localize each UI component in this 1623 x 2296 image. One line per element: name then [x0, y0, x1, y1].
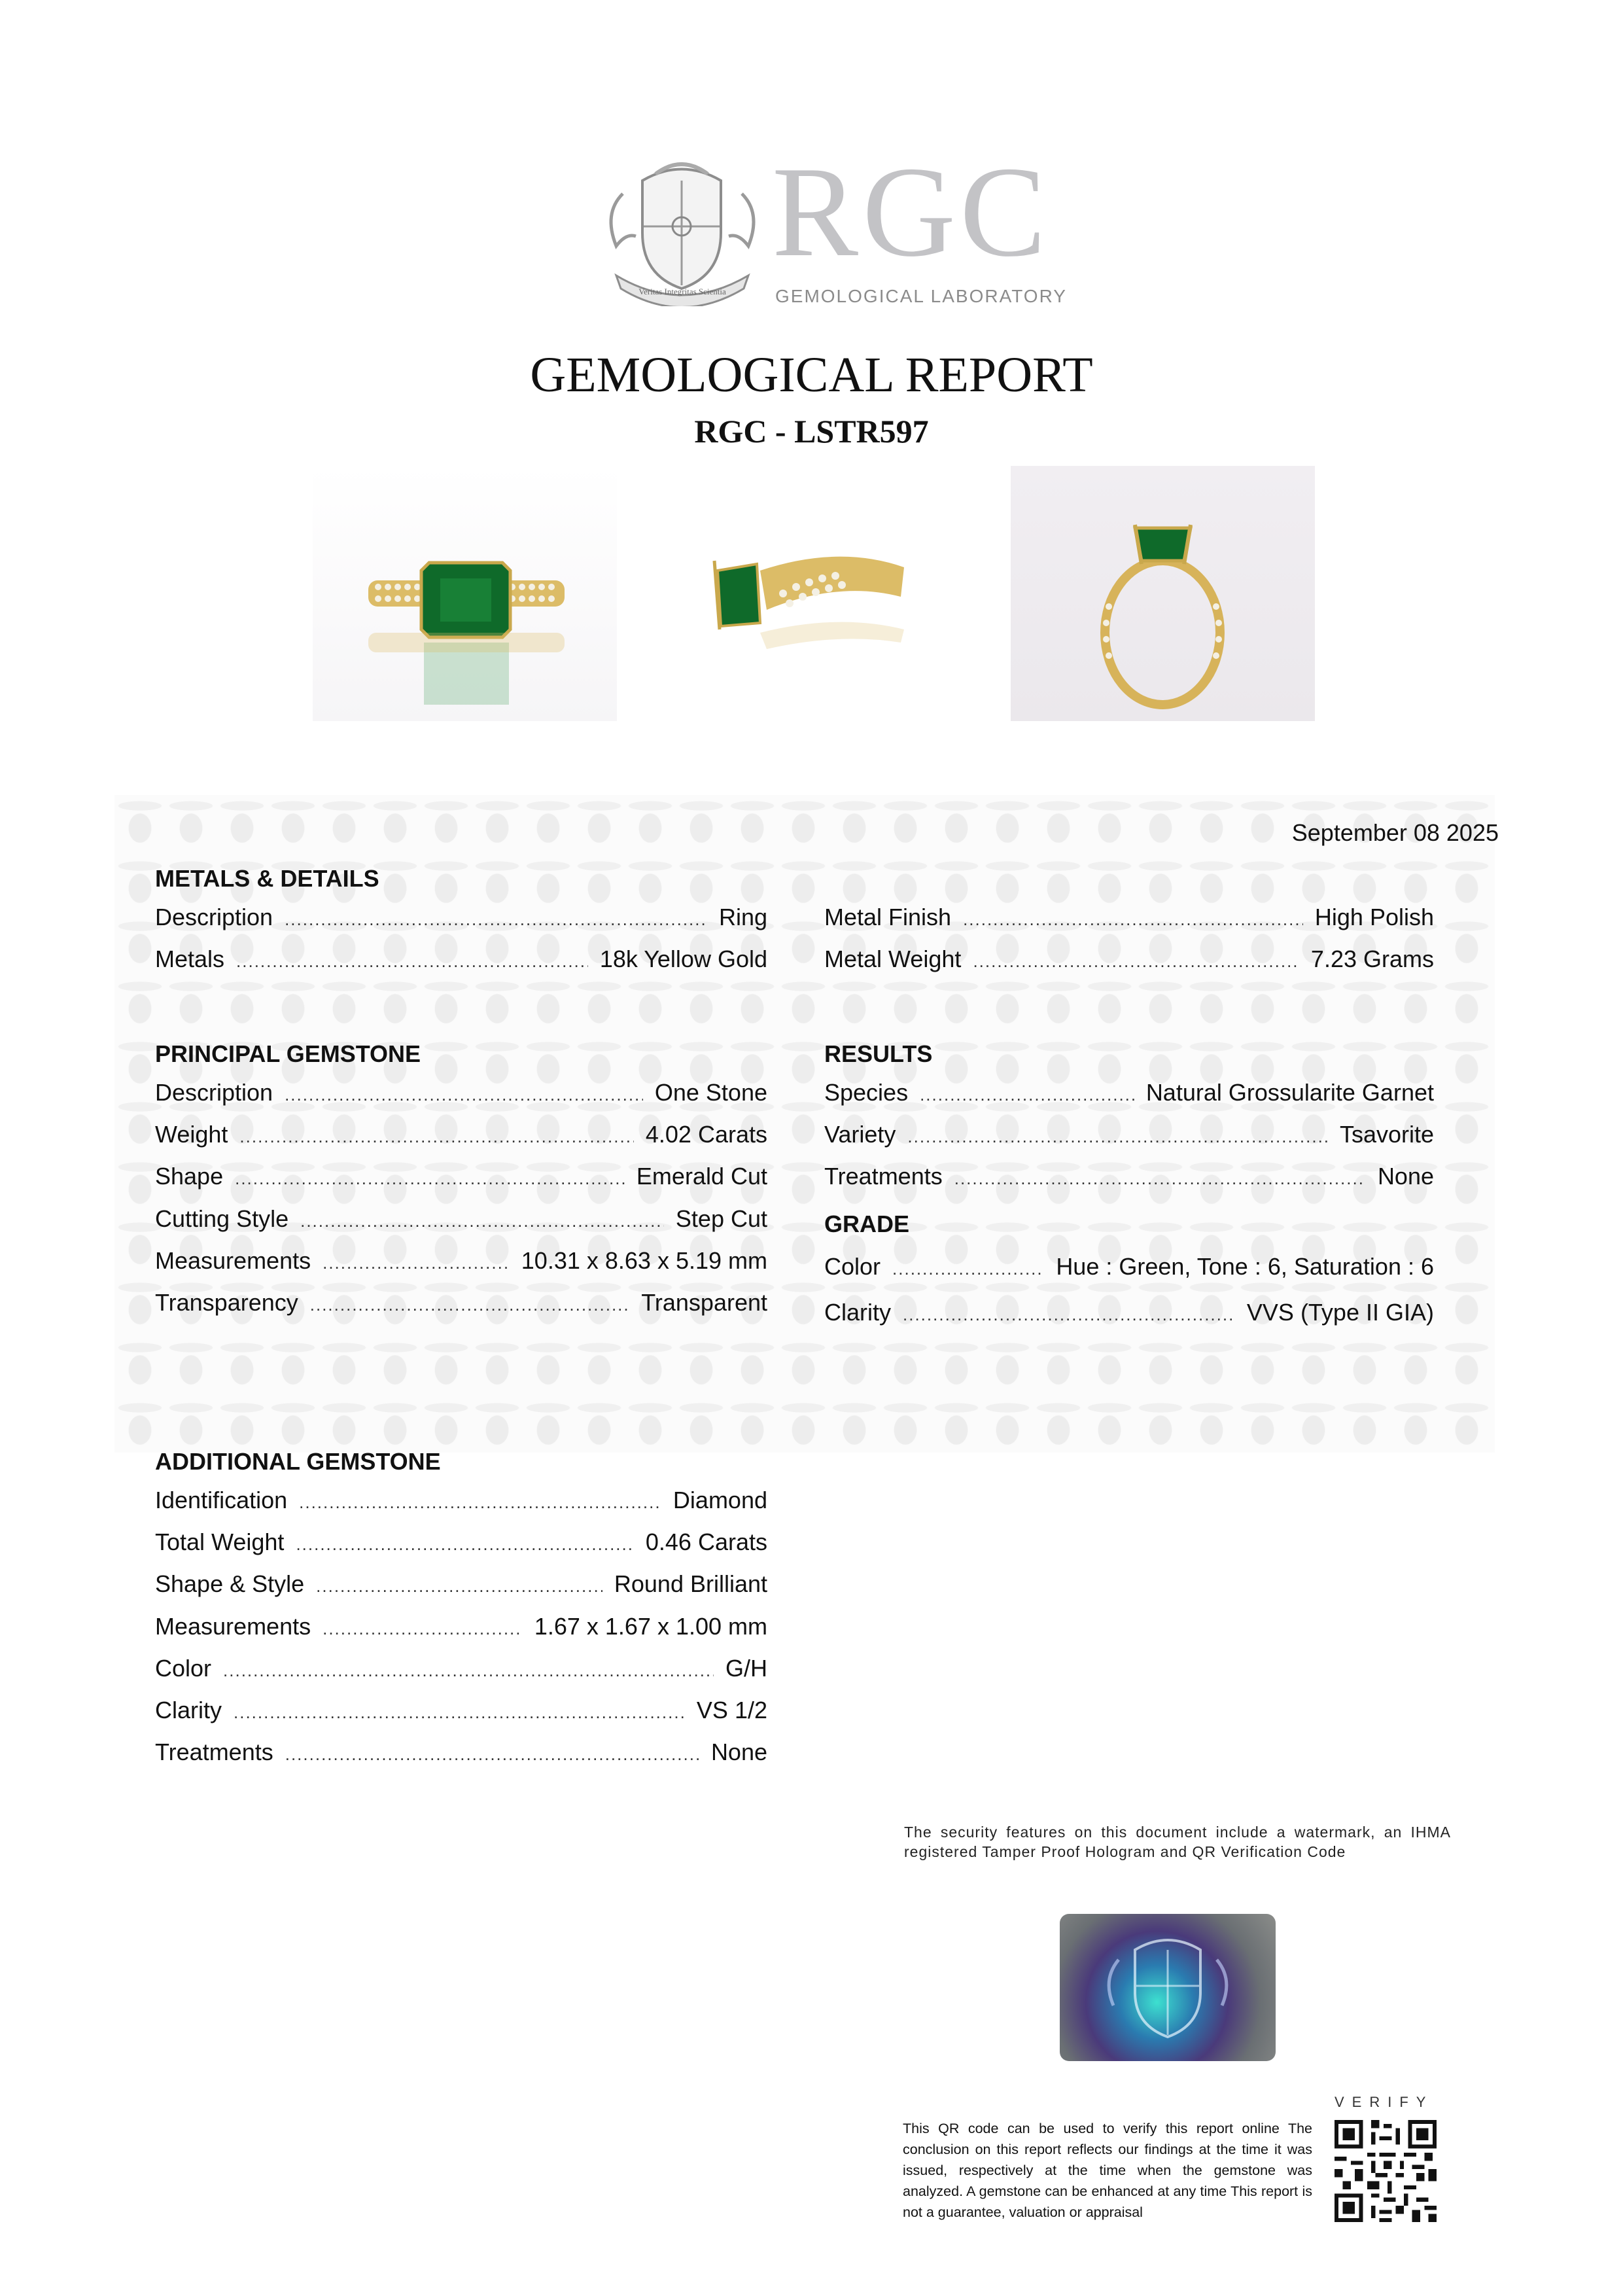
row-label: Total Weight — [155, 1528, 285, 1555]
leader-dots — [223, 1661, 714, 1681]
leader-dots — [296, 1534, 633, 1555]
detail-row — [155, 1655, 767, 1687]
leader-dots — [323, 1619, 523, 1639]
leader-dots — [920, 1085, 1134, 1105]
detail-row — [155, 945, 767, 978]
row-label: Measurements — [155, 1613, 311, 1640]
row-value: Step Cut — [675, 1205, 767, 1232]
leader-dots — [285, 1744, 699, 1765]
qr-code-icon[interactable] — [1335, 2120, 1437, 2222]
row-label: Identification — [155, 1487, 288, 1513]
row-label: Description — [155, 1079, 273, 1106]
row-label: Variety — [824, 1121, 896, 1148]
row-value: 7.23 Grams — [1310, 945, 1434, 972]
leader-dots — [323, 1253, 510, 1273]
detail-row — [155, 1613, 767, 1646]
crest-logo-icon — [597, 154, 768, 306]
leader-dots — [310, 1295, 629, 1315]
row-value: None — [710, 1739, 767, 1765]
leader-dots — [285, 910, 707, 930]
row-label: Measurements — [155, 1247, 311, 1274]
row-label: Description — [155, 904, 273, 930]
row-value: VS 1/2 — [696, 1697, 767, 1723]
crest-motto: Veritas Integritas Scientia — [638, 287, 726, 296]
brand-wordmark: RGC — [772, 140, 1051, 283]
report-date: September 08 2025 — [1291, 819, 1499, 846]
leader-dots — [954, 1169, 1366, 1189]
leader-dots — [892, 1259, 1044, 1279]
row-value: Transparent — [641, 1289, 767, 1316]
row-label: Clarity — [155, 1697, 222, 1723]
row-value: Natural Grossularite Garnet — [1145, 1079, 1434, 1106]
detail-row — [824, 904, 1434, 936]
row-value: Ring — [718, 904, 767, 930]
section-heading-grade: GRADE — [824, 1210, 910, 1237]
row-label: Cutting Style — [155, 1205, 289, 1232]
row-value: 4.02 Carats — [645, 1121, 767, 1148]
row-value: One Stone — [654, 1079, 767, 1106]
ring-profile-photo — [1011, 466, 1315, 721]
brand-subtitle: GEMOLOGICAL LABORATORY — [775, 286, 1067, 306]
detail-row — [824, 1121, 1434, 1154]
leader-dots — [300, 1211, 664, 1231]
hologram-icon — [1060, 1914, 1276, 2061]
qr-note: This QR code can be used to verify this report online The conclusion on this report reflects our findings at the time it was issued, respectively at the time when the gemstone was analyzed. A gemstone can be enhanced at any time This report is not a guarantee, valuation or appraisal — [903, 2121, 1312, 2220]
leader-dots — [234, 1703, 685, 1723]
report-number: RGC - LSTR597 — [694, 413, 929, 450]
row-value: Hue : Green, Tone : 6, Saturation : 6 — [1056, 1253, 1434, 1280]
row-value: None — [1377, 1163, 1434, 1190]
row-label: Transparency — [155, 1289, 298, 1316]
report-title: GEMOLOGICAL REPORT — [530, 347, 1093, 402]
security-note: The security features on this document include a watermark, an IHMA registered Tamper Proof Hologram and QR Verification Code — [904, 1824, 1451, 1860]
leader-dots — [299, 1492, 661, 1513]
detail-row — [824, 1079, 1434, 1112]
row-label: Metal Weight — [824, 945, 962, 972]
leader-dots — [907, 1127, 1328, 1147]
detail-row — [155, 1163, 767, 1195]
detail-row — [155, 1247, 767, 1280]
section-heading-metals-details: METALS & DETAILS — [155, 865, 379, 892]
leader-dots — [239, 1127, 633, 1147]
row-value: Tsavorite — [1339, 1121, 1434, 1148]
section-heading-results: RESULTS — [824, 1040, 933, 1067]
row-label: Metals — [155, 945, 225, 972]
detail-row — [155, 1697, 767, 1729]
row-value: 18k Yellow Gold — [599, 945, 767, 972]
row-label: Weight — [155, 1121, 228, 1148]
row-value: G/H — [725, 1655, 767, 1682]
row-label: Species — [824, 1079, 909, 1106]
row-value: 0.46 Carats — [645, 1528, 767, 1555]
detail-row — [824, 945, 1434, 978]
detail-row — [155, 1528, 767, 1561]
section-heading-principal-gemstone: PRINCIPAL GEMSTONE — [155, 1040, 421, 1067]
detail-row — [155, 1739, 767, 1771]
leader-dots — [973, 951, 1299, 972]
row-value: Emerald Cut — [636, 1163, 767, 1190]
detail-row — [155, 1079, 767, 1112]
verify-label: VERIFY — [1335, 2094, 1434, 2110]
detail-row — [155, 1289, 767, 1322]
leader-dots — [316, 1576, 602, 1597]
row-value: Diamond — [672, 1487, 767, 1513]
row-label: Color — [155, 1655, 212, 1682]
ring-side-photo — [669, 466, 934, 721]
row-label: Clarity — [824, 1299, 892, 1326]
ring-front-photo — [313, 466, 617, 721]
row-label: Shape & Style — [155, 1570, 305, 1597]
row-value: 10.31 x 8.63 x 5.19 mm — [521, 1247, 767, 1274]
leader-dots — [963, 910, 1303, 930]
row-value: VVS (Type II GIA) — [1246, 1299, 1434, 1326]
row-label: Metal Finish — [824, 904, 952, 930]
detail-row — [155, 904, 767, 936]
detail-row — [155, 1205, 767, 1238]
row-value: 1.67 x 1.67 x 1.00 mm — [534, 1613, 767, 1640]
detail-row — [824, 1163, 1434, 1195]
row-value: Round Brilliant — [614, 1570, 767, 1597]
row-label: Treatments — [155, 1739, 273, 1765]
leader-dots — [903, 1305, 1235, 1325]
leader-dots — [236, 951, 588, 972]
row-value: High Polish — [1314, 904, 1434, 930]
detail-row — [155, 1570, 767, 1603]
detail-row — [155, 1121, 767, 1154]
section-heading-additional-gemstone: ADDITIONAL GEMSTONE — [155, 1448, 441, 1475]
detail-row — [155, 1487, 767, 1519]
row-label: Shape — [155, 1163, 224, 1190]
leader-dots — [235, 1169, 625, 1189]
detail-row — [824, 1253, 1434, 1286]
row-label: Treatments — [824, 1163, 943, 1190]
detail-row — [824, 1299, 1434, 1332]
row-label: Color — [824, 1253, 881, 1280]
leader-dots — [285, 1085, 643, 1105]
